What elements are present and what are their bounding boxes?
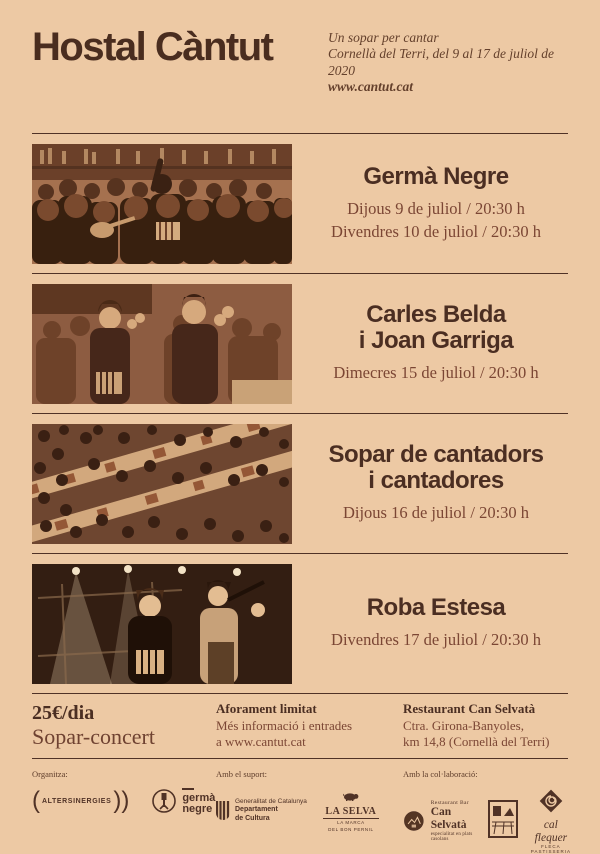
la-selva-tagline: LA MARCA DEL BON PERNIL bbox=[323, 818, 379, 834]
event-photo-roba-estesa bbox=[32, 564, 292, 684]
support-logos bbox=[216, 788, 403, 834]
stage-concert-photo-art bbox=[32, 564, 292, 684]
woodcut-engraving-icon bbox=[488, 800, 518, 838]
can-selvata-wordmark: Restaurant Bar Can Selvatà especialitat en plats casolans bbox=[430, 800, 473, 842]
crowd-bar-photo-art bbox=[32, 144, 292, 264]
event-dates: Dimecres 15 de juliol / 20:30 h bbox=[333, 363, 539, 383]
capacity-line: a www.cantut.cat bbox=[216, 734, 306, 750]
tagline: Un sopar per cantar bbox=[328, 30, 439, 45]
germa-negre-logo bbox=[151, 788, 215, 814]
event-dates: Dijous 9 de juliol / 20:30 h Divendres 10 de juliol / 20:30 h bbox=[331, 198, 541, 241]
collaboration-group bbox=[403, 769, 571, 854]
event-photo-carles-belda bbox=[32, 284, 292, 404]
woodcut-print-logo bbox=[488, 800, 518, 843]
event-dates: Divendres 17 de juliol / 20:30 h bbox=[331, 630, 541, 650]
can-selvata-emblem-icon bbox=[403, 806, 425, 836]
paren-icon: )) bbox=[113, 787, 130, 814]
capacity-block bbox=[216, 701, 403, 752]
generalitat-wordmark: Generalitat de Catalunya Departament de Cultura bbox=[235, 797, 307, 822]
price-block bbox=[32, 702, 216, 749]
event-germa-negre bbox=[0, 134, 600, 273]
collaboration-logos bbox=[403, 788, 571, 854]
organizer-group bbox=[32, 769, 216, 847]
cal-flequer-logo: cal flequer FLECA PASTISSERIA bbox=[531, 788, 571, 854]
event-photo-germa-negre bbox=[32, 144, 292, 264]
paren-icon: ( bbox=[32, 787, 40, 814]
can-selvata-logo bbox=[403, 800, 475, 842]
footer bbox=[0, 759, 600, 854]
pig-icon bbox=[343, 791, 359, 801]
event-dates: Dijous 16 de juliol / 20:30 h bbox=[342, 503, 530, 523]
price: 25€/dia bbox=[32, 702, 95, 725]
dash-icon bbox=[182, 788, 194, 790]
venue-line: km 14,8 (Cornellà del Terri) bbox=[403, 734, 550, 750]
info-strip bbox=[0, 694, 600, 758]
senyera-bars-icon bbox=[216, 801, 230, 820]
aerial-tables-photo-art bbox=[32, 424, 292, 544]
dates-line: Cornellà del Terri, del 9 al 17 de juliol de 2020 bbox=[328, 46, 554, 78]
organizer-label: Organitza: bbox=[32, 769, 68, 779]
event-title: Carles Belda i Joan Garriga bbox=[358, 301, 514, 354]
event-title: Roba Estesa bbox=[366, 593, 506, 621]
venue-block bbox=[403, 701, 568, 752]
support-label: Amb el suport: bbox=[216, 769, 267, 779]
event-sopar-cantadors bbox=[0, 414, 600, 553]
event-info bbox=[292, 164, 600, 244]
capacity-line: Més informació i entrades bbox=[216, 717, 353, 733]
capacity-title: Aforament limitat bbox=[216, 700, 317, 716]
germa-negre-badge-icon bbox=[151, 788, 177, 814]
la-selva-logo: LA SELVA LA MARCA DEL BON PERNIL bbox=[323, 788, 379, 834]
germa-negre-wordmark: germà negre bbox=[182, 788, 215, 814]
venue-title: Restaurant Can Selvatà bbox=[403, 700, 536, 716]
collaboration-label: Amb la col·laboració: bbox=[403, 769, 478, 779]
header bbox=[0, 0, 600, 133]
website-url: www.cantut.cat bbox=[328, 79, 414, 95]
header-subtitle-block bbox=[328, 26, 568, 96]
event-title: Sopar de cantadors i cantadores bbox=[328, 441, 544, 494]
event-carles-belda bbox=[0, 274, 600, 413]
clapping-duo-photo-art bbox=[32, 284, 292, 404]
event-photo-sopar-cantadors bbox=[32, 424, 292, 544]
spiral-diamond-icon bbox=[538, 788, 564, 814]
venue-line: Ctra. Girona-Banyoles, bbox=[403, 717, 524, 733]
event-info bbox=[292, 595, 600, 652]
event-info bbox=[292, 442, 600, 525]
price-subtitle: Sopar-concert bbox=[32, 723, 155, 749]
event-info bbox=[292, 302, 600, 385]
event-roba-estesa bbox=[0, 554, 600, 693]
organizer-logos bbox=[32, 788, 216, 814]
altersinergies-logo: ( ALTERSINERGIES )) bbox=[32, 787, 130, 814]
poster-title: Hostal Càntut bbox=[32, 25, 273, 69]
event-title: Germà Negre bbox=[363, 162, 509, 190]
support-group bbox=[216, 769, 403, 847]
generalitat-logo bbox=[216, 798, 307, 824]
